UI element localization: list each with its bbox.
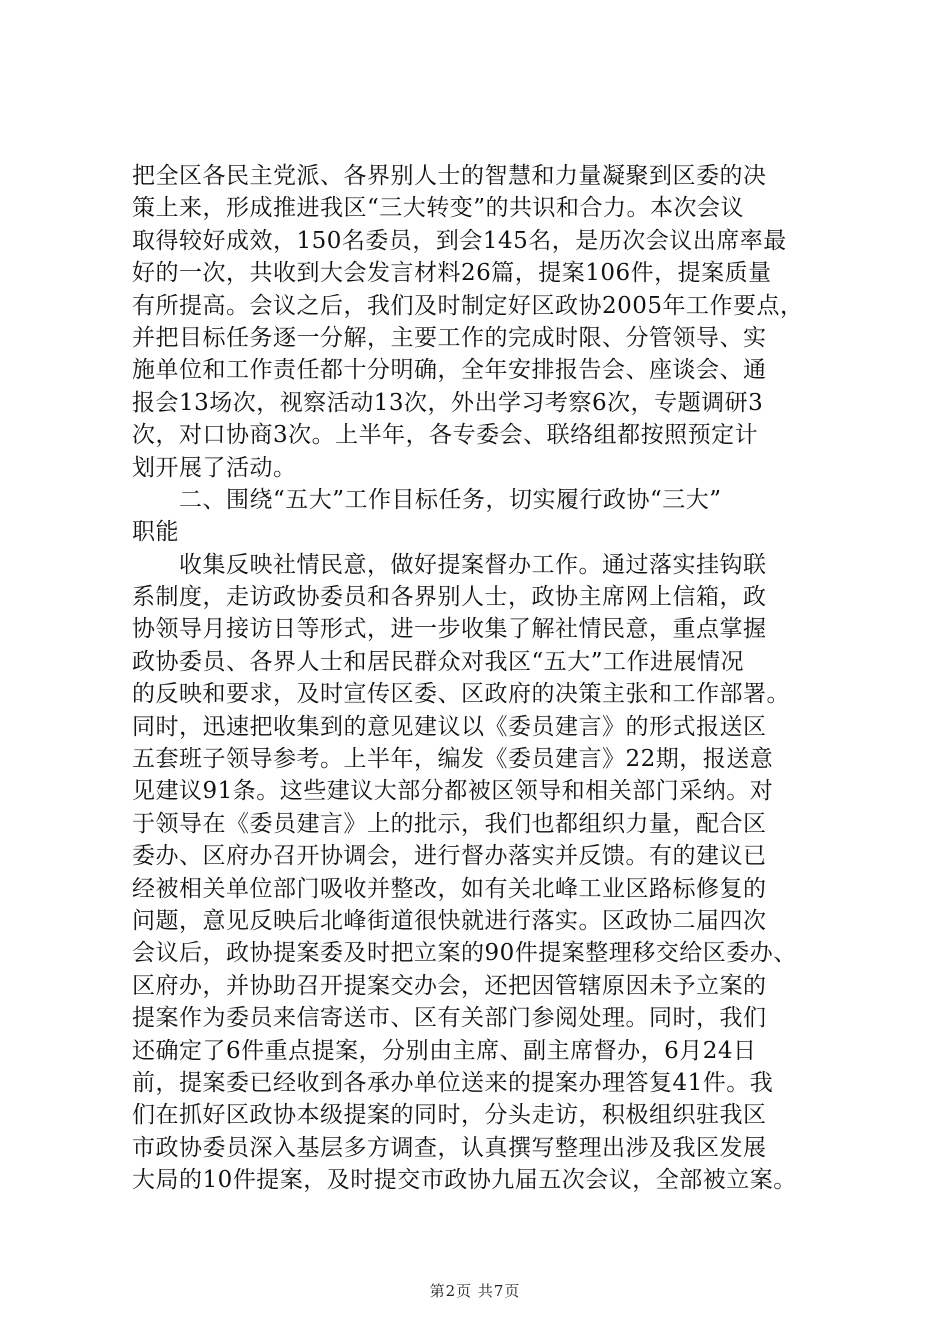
text-line: 次，对口协商3次。上半年，各专委会、联络组都按照预定计	[132, 422, 759, 449]
text-line: 五套班子领导参考。上半年，编发《委员建言》22期，报送意	[132, 746, 774, 773]
section-heading-line: 职能	[132, 519, 179, 546]
text-line: 并把目标任务逐一分解，主要工作的完成时限、分管领导、实	[132, 324, 767, 351]
text-line: 划开展了活动。	[132, 454, 297, 481]
text-line: 们在抓好区政协本级提案的同时，分头走访，积极组织驻我区	[132, 1102, 767, 1129]
text-line: 协领导月接访日等形式，进一步收集了解社情民意，重点掌握	[132, 616, 767, 643]
text-line: 取得较好成效，150名委员，到会145名，是历次会议出席率最	[132, 227, 787, 254]
text-line: 报会13场次，视察活动13次，外出学习考察6次，专题调研3	[132, 389, 764, 416]
text-line: 经被相关单位部门吸收并整改，如有关北峰工业区路标修复的	[132, 875, 767, 902]
text-line: 的反映和要求，及时宣传区委、区政府的决策主张和工作部署。	[132, 681, 790, 708]
text-line: 好的一次，共收到大会发言材料26篇，提案106件，提案质量	[132, 260, 772, 287]
text-line: 把全区各民主党派、各界别人士的智慧和力量凝聚到区委的决	[132, 163, 767, 189]
text-line: 政协委员、各界人士和居民群众对我区“五大”工作进展情况	[132, 648, 745, 675]
text-line: 会议后，政协提案委及时把立案的90件提案整理移交给区委办、	[132, 940, 797, 967]
text-line: 收集反映社情民意，做好提案督办工作。通过落实挂钩联	[132, 551, 767, 578]
text-line: 提案作为委员来信寄送市、区有关部门参阅处理。同时，我们	[132, 1005, 767, 1032]
text-line: 策上来，形成推进我区“三大转变”的共识和合力。本次会议	[132, 195, 745, 222]
document-body	[132, 160, 832, 1197]
text-line: 系制度，走访政协委员和各界别人士，政协主席网上信箱，政	[132, 584, 767, 611]
text-line: 前，提案委已经收到各承办单位送来的提案办理答复41件。我	[132, 1069, 774, 1096]
page-footer	[0, 1280, 950, 1301]
text-line: 施单位和工作责任都十分明确，全年安排报告会、座谈会、通	[132, 357, 767, 384]
text-line: 区府办，并协助召开提案交办会，还把因管辖原因未予立案的	[132, 972, 767, 999]
text-line: 委办、区府办召开协调会，进行督办落实并反馈。有的建议已	[132, 843, 767, 870]
section-heading-line: 二、围绕“五大”工作目标任务，切实履行政协“三大”	[132, 486, 722, 513]
text-line: 还确定了6件重点提案，分别由主席、副主席督办，6月24日	[132, 1037, 757, 1064]
text-line: 问题，意见反映后北峰街道很快就进行落实。区政协二届四次	[132, 907, 767, 934]
text-line: 有所提高。会议之后，我们及时制定好区政协2005年工作要点，	[132, 292, 804, 319]
text-line: 大局的10件提案，及时提交市政协九届五次会议，全部被立案。	[132, 1167, 797, 1194]
page-number: 第2页 共7页	[429, 1282, 521, 1300]
text-line: 于领导在《委员建言》上的批示，我们也都组织力量，配合区	[132, 810, 767, 837]
text-line: 见建议91条。这些建议大部分都被区领导和相关部门采纳。对	[132, 778, 774, 805]
text-line: 同时，迅速把收集到的意见建议以《委员建言》的形式报送区	[132, 713, 767, 740]
text-line: 市政协委员深入基层多方调查，认真撰写整理出涉及我区发展	[132, 1134, 767, 1161]
